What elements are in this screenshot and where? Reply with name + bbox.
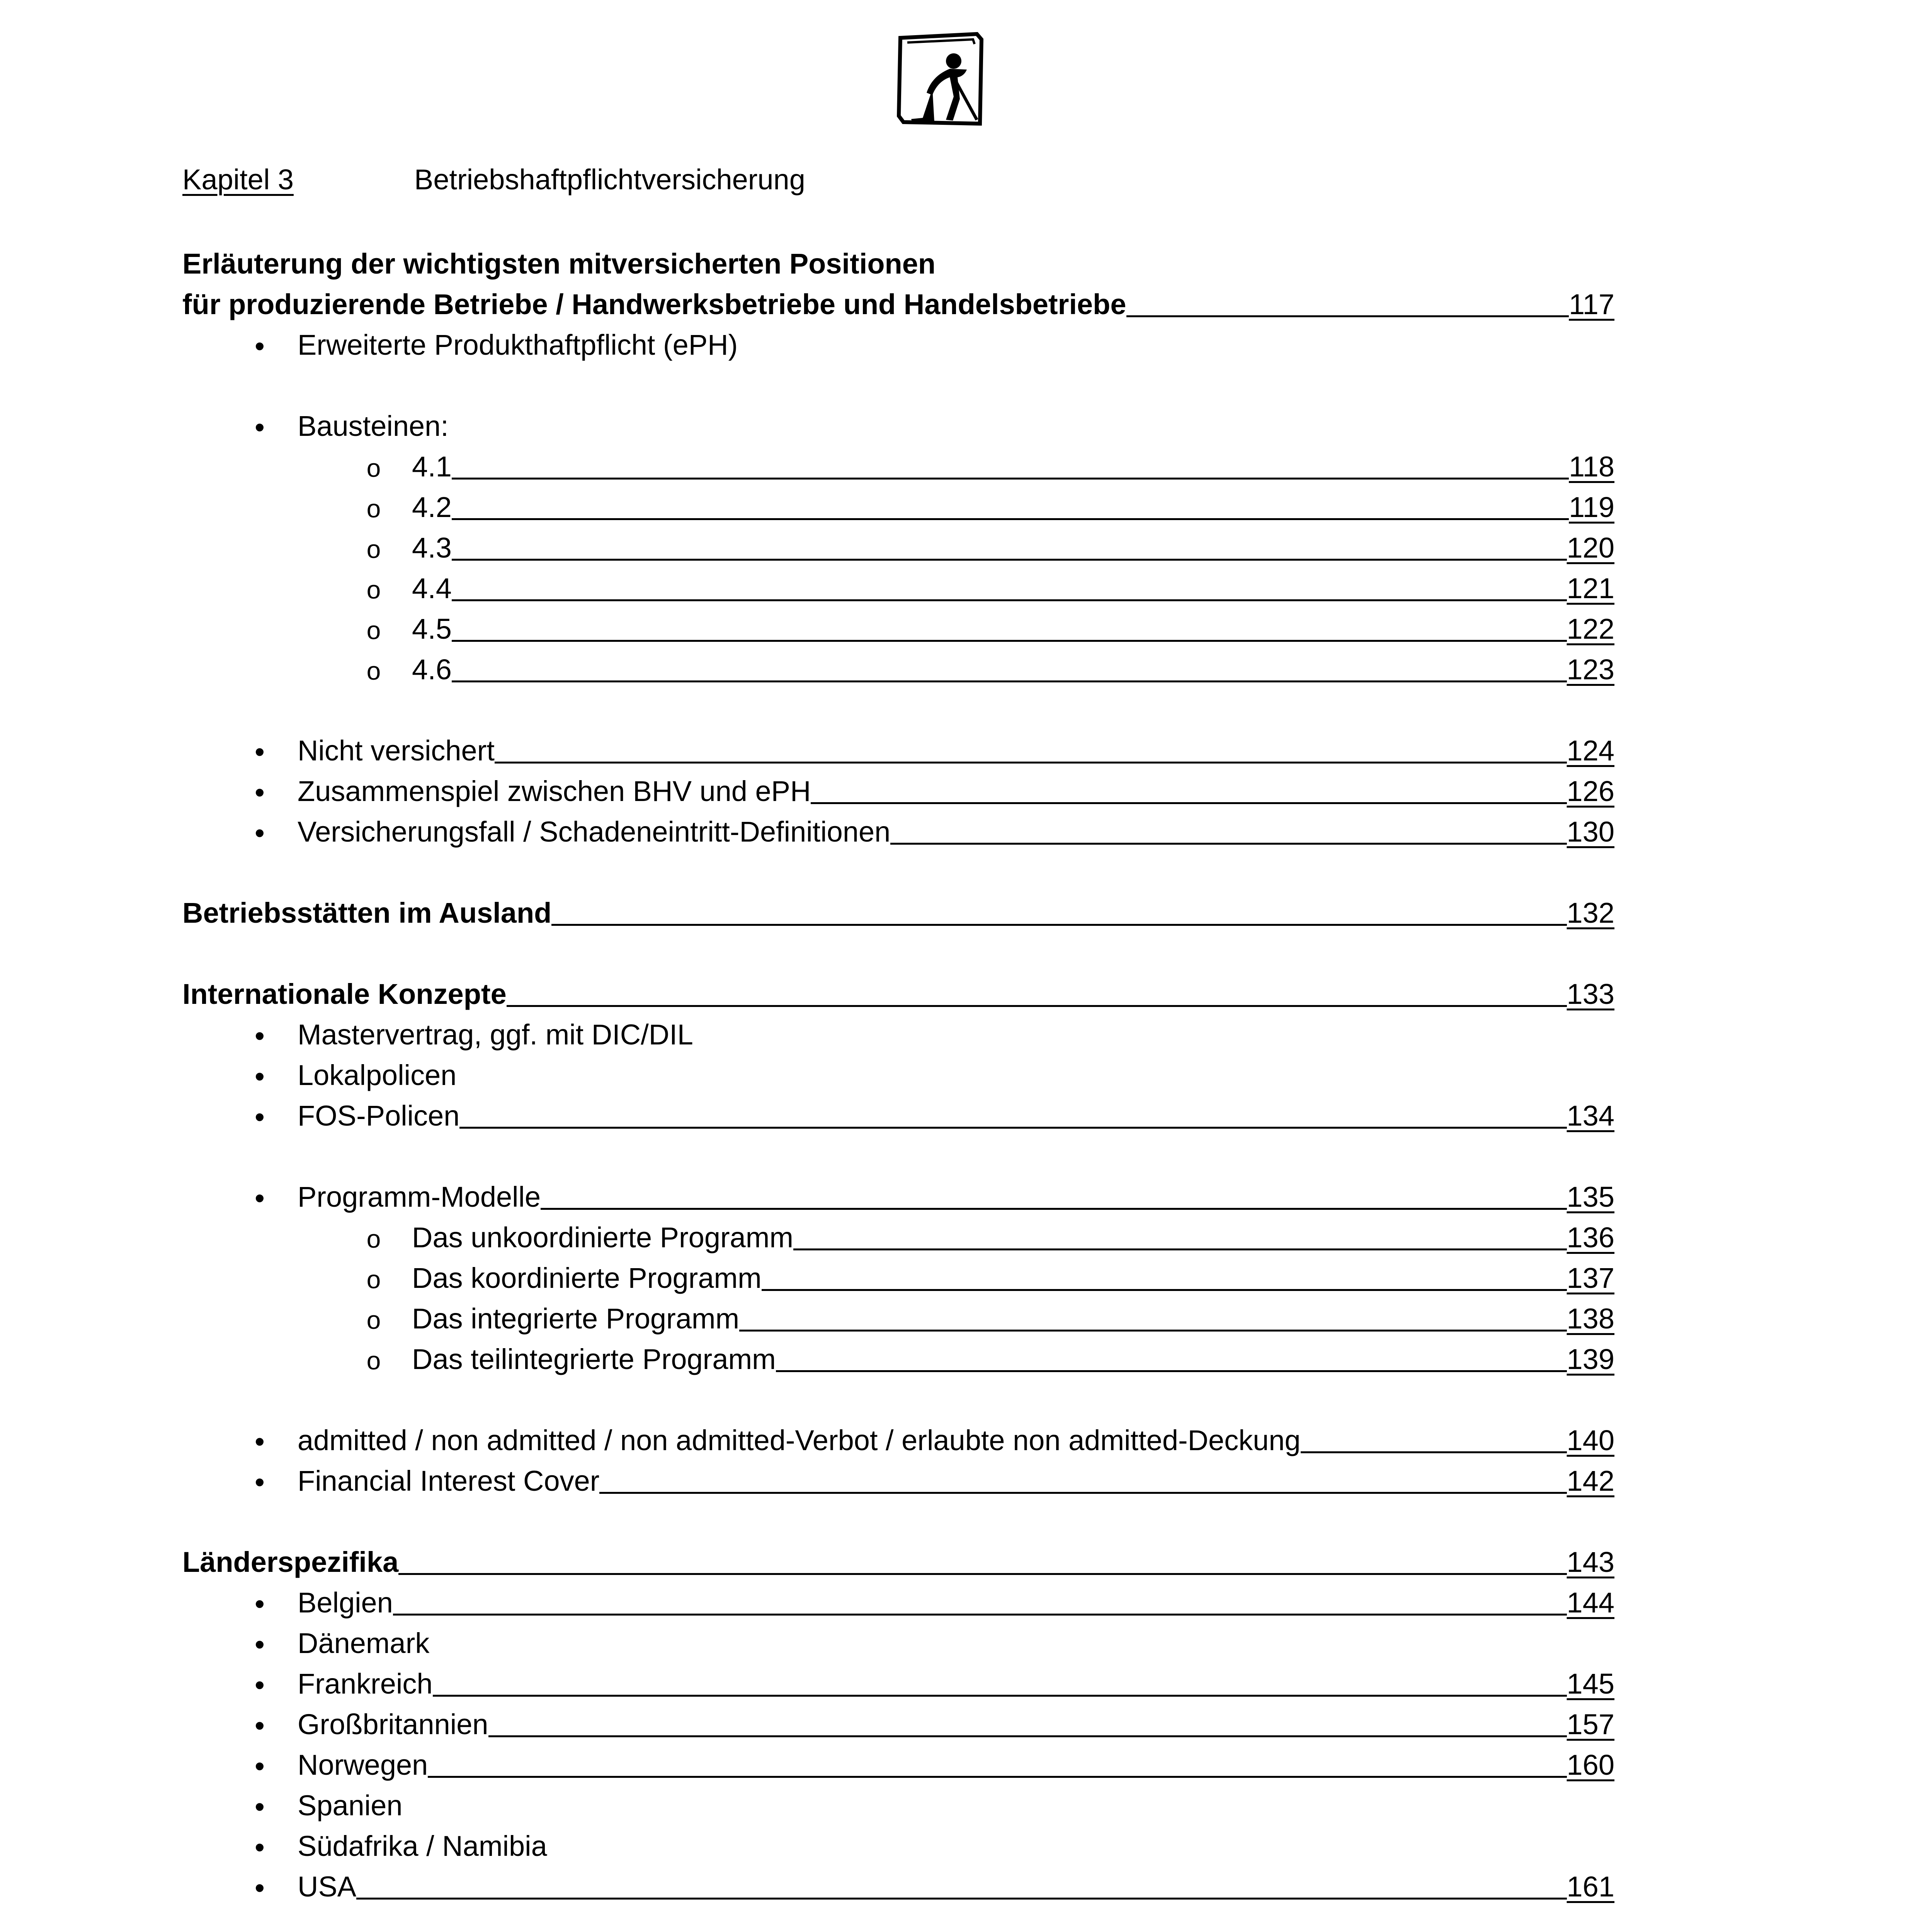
bullet-icon: • xyxy=(255,1750,265,1782)
toc-entry xyxy=(182,403,1614,444)
toc-entry-title: Das integrierte Programm xyxy=(412,1303,740,1335)
bullet-icon: • xyxy=(255,1669,265,1701)
toc-spacer xyxy=(182,1377,1614,1417)
toc-entry xyxy=(182,1458,1614,1498)
toc-page-number: 122 xyxy=(1567,613,1614,645)
toc-entry-title: Bausteinen: xyxy=(298,410,449,442)
toc-page-number: 143 xyxy=(1567,1546,1614,1578)
toc-entry xyxy=(182,1093,1614,1133)
toc-entry-title: Frankreich xyxy=(298,1668,433,1700)
bullet-icon: • xyxy=(255,776,265,808)
toc-entry xyxy=(182,1661,1614,1701)
toc-page-number: 123 xyxy=(1567,653,1614,685)
toc-entry xyxy=(182,768,1614,809)
toc-page-number: 157 xyxy=(1567,1708,1614,1740)
toc-page-number: 120 xyxy=(1567,532,1614,564)
toc-entry xyxy=(182,646,1614,687)
toc-leader-line xyxy=(398,1573,1567,1575)
toc-page-number: 136 xyxy=(1567,1221,1614,1253)
toc-leader-line xyxy=(507,1005,1567,1007)
toc-leader-line xyxy=(433,1695,1567,1697)
toc-entry-title: Versicherungsfall / Schadeneintritt-Definitionen xyxy=(298,816,891,848)
toc-leader-line xyxy=(452,559,1567,561)
toc-leader-line xyxy=(356,1898,1567,1900)
toc-page-number: 132 xyxy=(1567,897,1614,929)
circle-bullet-icon: o xyxy=(366,1306,381,1334)
bullet-icon: • xyxy=(255,411,265,443)
toc-entry-title: Dänemark xyxy=(298,1627,430,1659)
toc-entry-title: Belgien xyxy=(298,1587,393,1619)
toc-page-number: 124 xyxy=(1567,735,1614,767)
circle-bullet-icon: o xyxy=(366,535,381,563)
toc-page-number: 160 xyxy=(1567,1749,1614,1781)
circle-bullet-icon: o xyxy=(366,1265,381,1294)
toc-entry xyxy=(182,1580,1614,1620)
toc-entry xyxy=(182,1174,1614,1214)
toc-entry xyxy=(182,971,1614,1012)
toc-entry-title: Südafrika / Namibia xyxy=(298,1830,547,1862)
toc-leader-line xyxy=(495,762,1567,764)
toc-entry xyxy=(182,1214,1614,1255)
toc-entry-title: Erweiterte Produkthaftpflicht (ePH) xyxy=(298,329,738,361)
bullet-icon: • xyxy=(255,1872,265,1904)
toc-page-number: 139 xyxy=(1567,1343,1614,1375)
toc-entry-title: Zusammenspiel zwischen BHV und ePH xyxy=(298,775,811,807)
toc-entry-title: admitted / non admitted / non admitted-Verbot / erlaubte non admitted-Deckung xyxy=(298,1424,1301,1456)
toc-entry xyxy=(182,525,1614,565)
toc-page-number: 119 xyxy=(1569,491,1614,523)
toc-leader-line xyxy=(452,478,1569,480)
circle-bullet-icon: o xyxy=(366,1225,381,1253)
chapter-title: Betriebshaftpflichtversicherung xyxy=(414,163,805,196)
toc-entry-title: Das unkoordinierte Programm xyxy=(412,1221,794,1253)
bullet-icon: • xyxy=(255,1182,265,1214)
toc-entry xyxy=(182,484,1614,525)
circle-bullet-icon: o xyxy=(366,1346,381,1375)
toc-entry xyxy=(182,281,1614,322)
circle-bullet-icon: o xyxy=(366,575,381,604)
toc-page-number: 138 xyxy=(1567,1303,1614,1335)
chapter-heading xyxy=(182,158,805,201)
toc-entry xyxy=(182,1012,1614,1052)
toc-entry-title: Programm-Modelle xyxy=(298,1181,541,1213)
toc-entry-title: Betriebsstätten im Ausland xyxy=(182,897,552,929)
toc-entry-title: 4.3 xyxy=(412,532,452,564)
toc-leader-line xyxy=(793,1248,1567,1250)
chapter-label: Kapitel 3 xyxy=(182,163,294,196)
toc-page-number: 121 xyxy=(1567,572,1614,604)
bullet-icon: • xyxy=(255,1709,265,1742)
toc-page-number: 133 xyxy=(1567,978,1614,1010)
toc-entry xyxy=(182,1823,1614,1864)
toc-leader-line xyxy=(459,1127,1567,1129)
toc-leader-line xyxy=(393,1614,1567,1616)
toc-entry xyxy=(182,1539,1614,1580)
toc-entry-title: Erläuterung der wichtigsten mitversicherten Positionen xyxy=(182,248,936,280)
toc-entry xyxy=(182,241,1614,281)
toc-leader-line xyxy=(541,1208,1567,1210)
toc-page-number: 134 xyxy=(1567,1100,1614,1132)
toc-entry-title: Das teilintegrierte Programm xyxy=(412,1343,776,1375)
toc-leader-line xyxy=(452,640,1567,642)
bullet-icon: • xyxy=(255,736,265,768)
toc-page-number: 137 xyxy=(1567,1262,1614,1294)
toc-entry-title: Das koordinierte Programm xyxy=(412,1262,762,1294)
toc-leader-line xyxy=(452,680,1567,682)
toc-entry xyxy=(182,1336,1614,1377)
toc-entry xyxy=(182,1255,1614,1296)
toc-leader-line xyxy=(739,1330,1567,1332)
toc-entry xyxy=(182,1701,1614,1742)
toc-entry-title: 4.5 xyxy=(412,613,452,645)
toc-entry xyxy=(182,1742,1614,1782)
toc-page-number: 118 xyxy=(1569,451,1614,483)
toc-entry xyxy=(182,565,1614,606)
toc-page-number: 142 xyxy=(1567,1465,1614,1497)
toc-entry-title: Mastervertrag, ggf. mit DIC/DIL xyxy=(298,1019,693,1051)
toc-spacer xyxy=(182,362,1614,403)
toc-leader-line xyxy=(1301,1451,1567,1453)
bullet-icon: • xyxy=(255,1060,265,1092)
toc-leader-line xyxy=(890,843,1567,845)
toc-leader-line xyxy=(599,1492,1567,1494)
logo-icon xyxy=(896,31,985,128)
toc-leader-line xyxy=(1126,315,1569,317)
bullet-icon: • xyxy=(255,1466,265,1498)
bullet-icon: • xyxy=(255,1831,265,1863)
toc-leader-line xyxy=(488,1735,1567,1737)
toc-leader-line xyxy=(551,924,1567,926)
toc-leader-line xyxy=(811,802,1567,804)
toc-entry xyxy=(182,444,1614,484)
toc-entry xyxy=(182,1052,1614,1093)
bullet-icon: • xyxy=(255,1588,265,1620)
toc-page-number: 135 xyxy=(1567,1181,1614,1213)
toc-entry xyxy=(182,1296,1614,1336)
toc-entry xyxy=(182,1620,1614,1661)
toc-entry-title: Spanien xyxy=(298,1789,403,1821)
toc-leader-line xyxy=(428,1776,1567,1778)
toc-entry xyxy=(182,728,1614,768)
bullet-icon: • xyxy=(255,817,265,849)
toc-entry-title: Norwegen xyxy=(298,1749,428,1781)
toc-spacer xyxy=(182,1133,1614,1174)
toc-entry-title: für produzierende Betriebe / Handwerksbetriebe und Handelsbetriebe xyxy=(182,288,1126,320)
toc-leader-line xyxy=(452,599,1567,601)
toc-leader-line xyxy=(452,518,1569,520)
toc-leader-line xyxy=(776,1370,1567,1372)
toc-entry xyxy=(182,606,1614,646)
toc-entry-title: 4.2 xyxy=(412,491,452,523)
bullet-icon: • xyxy=(255,330,265,362)
toc-spacer xyxy=(182,930,1614,971)
toc-entry xyxy=(182,1864,1614,1904)
toc-page-number: 144 xyxy=(1567,1587,1614,1619)
toc-entry xyxy=(182,890,1614,930)
toc-entry xyxy=(182,809,1614,849)
circle-bullet-icon: o xyxy=(366,494,381,523)
circle-bullet-icon: o xyxy=(366,656,381,685)
toc-entry-title: Länderspezifika xyxy=(182,1546,399,1578)
toc-page-number: 161 xyxy=(1567,1871,1614,1903)
toc-entry xyxy=(182,1417,1614,1458)
toc-page-number: 140 xyxy=(1567,1424,1614,1456)
toc-entry-title: FOS-Policen xyxy=(298,1100,460,1132)
toc-entry-title: Nicht versichert xyxy=(298,735,495,767)
toc-page-number: 145 xyxy=(1567,1668,1614,1700)
toc-entry xyxy=(182,1782,1614,1823)
bullet-icon: • xyxy=(255,1791,265,1823)
circle-bullet-icon: o xyxy=(366,616,381,645)
toc-leader-line xyxy=(762,1289,1567,1291)
toc-page-number: 126 xyxy=(1567,775,1614,807)
bullet-icon: • xyxy=(255,1628,265,1660)
toc-entry-title: Internationale Konzepte xyxy=(182,978,507,1010)
circle-bullet-icon: o xyxy=(366,454,381,482)
toc-entry-title: Financial Interest Cover xyxy=(298,1465,600,1497)
table-of-contents xyxy=(182,241,1614,1904)
toc-page-number: 130 xyxy=(1567,816,1614,848)
toc-entry-title: Großbritannien xyxy=(298,1708,488,1740)
toc-spacer xyxy=(182,849,1614,890)
bullet-icon: • xyxy=(255,1101,265,1133)
toc-entry-title: 4.4 xyxy=(412,572,452,604)
toc-spacer xyxy=(182,687,1614,728)
toc-spacer xyxy=(182,1498,1614,1539)
toc-entry-title: 4.6 xyxy=(412,653,452,685)
bullet-icon: • xyxy=(255,1425,265,1458)
toc-entry-title: 4.1 xyxy=(412,451,452,483)
toc-entry-title: Lokalpolicen xyxy=(298,1059,457,1091)
toc-page-number: 117 xyxy=(1569,288,1614,320)
bullet-icon: • xyxy=(255,1020,265,1052)
toc-entry-title: USA xyxy=(298,1871,357,1903)
toc-entry xyxy=(182,322,1614,362)
